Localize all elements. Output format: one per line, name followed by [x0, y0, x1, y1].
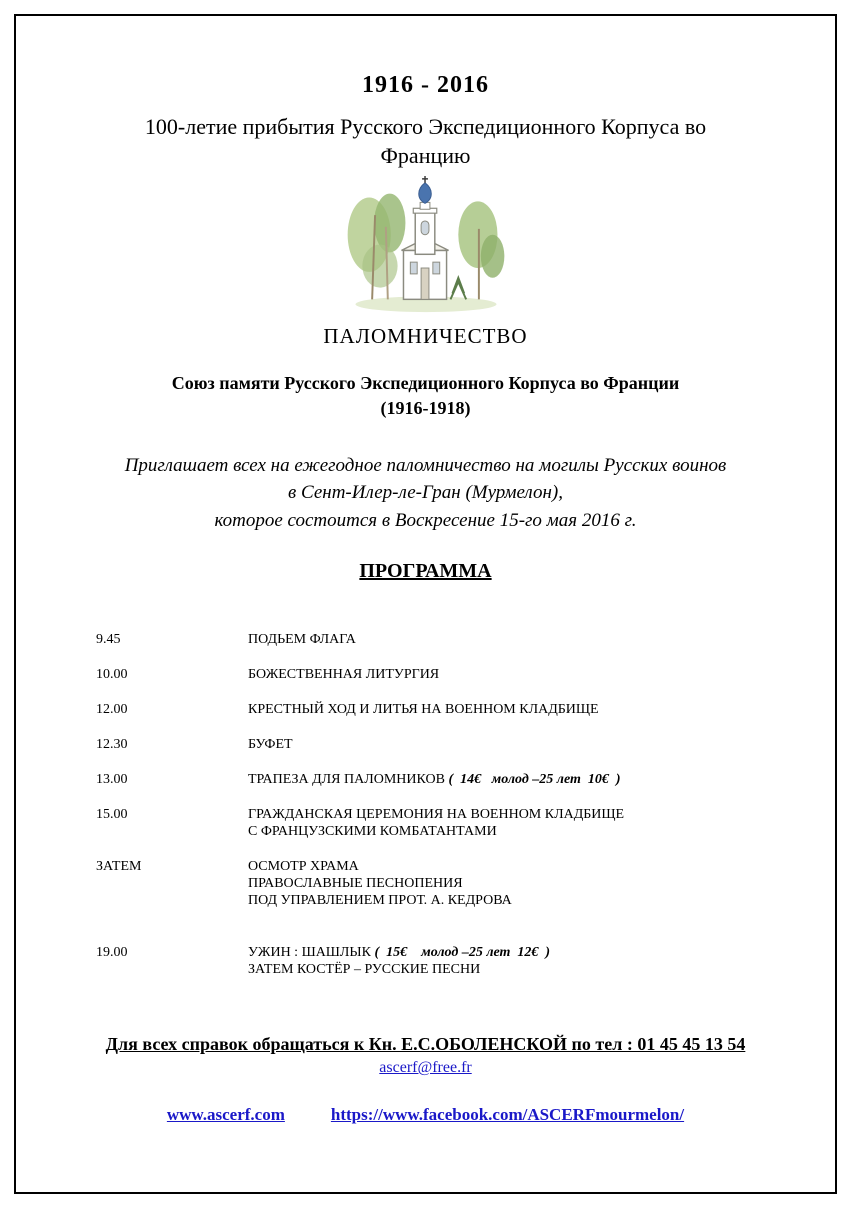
schedule-row: [96, 666, 775, 683]
schedule-row: [96, 858, 775, 909]
invitation-line2: в Сент-Илер-ле-Гран (Мурмелон),: [288, 482, 563, 504]
schedule-time: 10.00: [96, 667, 128, 683]
activity-line: ГРАЖДАНСКАЯ ЦЕРЕМОНИЯ НА ВОЕННОМ КЛАДБИЩЕ: [248, 807, 625, 823]
schedule-row: [96, 631, 775, 648]
schedule-row: [96, 771, 775, 788]
document-page: [16, 16, 835, 1125]
activity-text: ТРАПЕЗА ДЛЯ ПАЛОМНИКОВ: [248, 772, 445, 788]
activity-line: [248, 944, 775, 961]
schedule-row: [96, 736, 775, 753]
church-illustration: [342, 174, 510, 316]
schedule-time: 13.00: [96, 772, 128, 788]
program-schedule: [16, 631, 835, 978]
activity-line: С ФРАНЦУЗСКИМИ КОМБАТАНТАМИ: [248, 824, 497, 840]
activity-text: УЖИН : ШАШЛЫК: [248, 945, 371, 961]
schedule-activity: БУФЕТ: [248, 737, 293, 753]
schedule-activity: [248, 771, 775, 788]
invitation-line3: которое состоится в Воскресение 15-го мая 2016 г.: [214, 509, 637, 531]
schedule-activity: [248, 806, 775, 840]
schedule-activity: КРЕСТНЫЙ ХОД И ЛИТЬЯ НА ВОЕННОМ КЛАДБИЩЕ: [248, 702, 599, 718]
schedule-time: 9.45: [96, 632, 121, 648]
schedule-activity: [248, 944, 775, 978]
schedule-time: 15.00: [96, 807, 128, 823]
website-link[interactable]: www.ascerf.com: [166, 1105, 285, 1125]
schedule-activity: БОЖЕСТВЕННАЯ ЛИТУРГИЯ: [248, 667, 440, 683]
pilgrimage-heading: ПАЛОМНИЧЕСТВО: [323, 324, 528, 349]
activity-line: ЗАТЕМ КОСТЁР – РУССКИЕ ПЕСНИ: [248, 962, 481, 978]
facebook-link[interactable]: https://www.facebook.com/ASCERFmourmelon/: [330, 1105, 685, 1125]
activity-line: ПОД УПРАВЛЕНИЕМ ПРОТ. А. КЕДРОВА: [248, 893, 512, 909]
years-title: 1916 - 2016: [362, 72, 489, 98]
price-note: ( 15€ молод –25 лет 12€ ): [374, 945, 551, 961]
schedule-time: ЗАТЕМ: [96, 859, 142, 875]
program-title: ПРОГРАММА: [359, 560, 492, 583]
schedule-activity: [248, 858, 775, 909]
activity-line: ПРАВОСЛАВНЫЕ ПЕСНОПЕНИЯ: [248, 876, 463, 892]
activity-line: ОСМОТР ХРАМА: [248, 859, 359, 875]
invitation-text: [16, 452, 835, 535]
schedule-row: [96, 806, 775, 840]
price-note: ( 14€ молод –25 лет 10€ ): [448, 772, 621, 788]
organization-name: [16, 371, 835, 421]
schedule-time: 12.30: [96, 737, 128, 753]
links-row: [16, 1105, 835, 1125]
organization-line2: (1916-1918): [380, 398, 471, 419]
email-link[interactable]: ascerf@free.fr: [379, 1059, 472, 1077]
document-footer: [16, 1034, 835, 1125]
document-subtitle: 100-летие прибытия Русского Экспедиционного Корпуса во Францию: [144, 114, 707, 168]
schedule-time: 19.00: [96, 945, 128, 961]
schedule-row: [96, 944, 775, 978]
schedule-time: 12.00: [96, 702, 128, 718]
schedule-row: [96, 701, 775, 718]
organization-line1: Союз памяти Русского Экспедиционного Корпуса во Франции: [171, 373, 680, 394]
contact-info: Для всех справок обращаться к Кн. Е.С.ОБОЛЕНСКОЙ по тел : 01 45 45 13 54: [105, 1034, 746, 1055]
schedule-activity: ПОДЬЕМ ФЛАГА: [248, 632, 356, 648]
invitation-line1: Приглашает всех на ежегодное паломничество на могилы Русских воинов: [124, 454, 727, 476]
